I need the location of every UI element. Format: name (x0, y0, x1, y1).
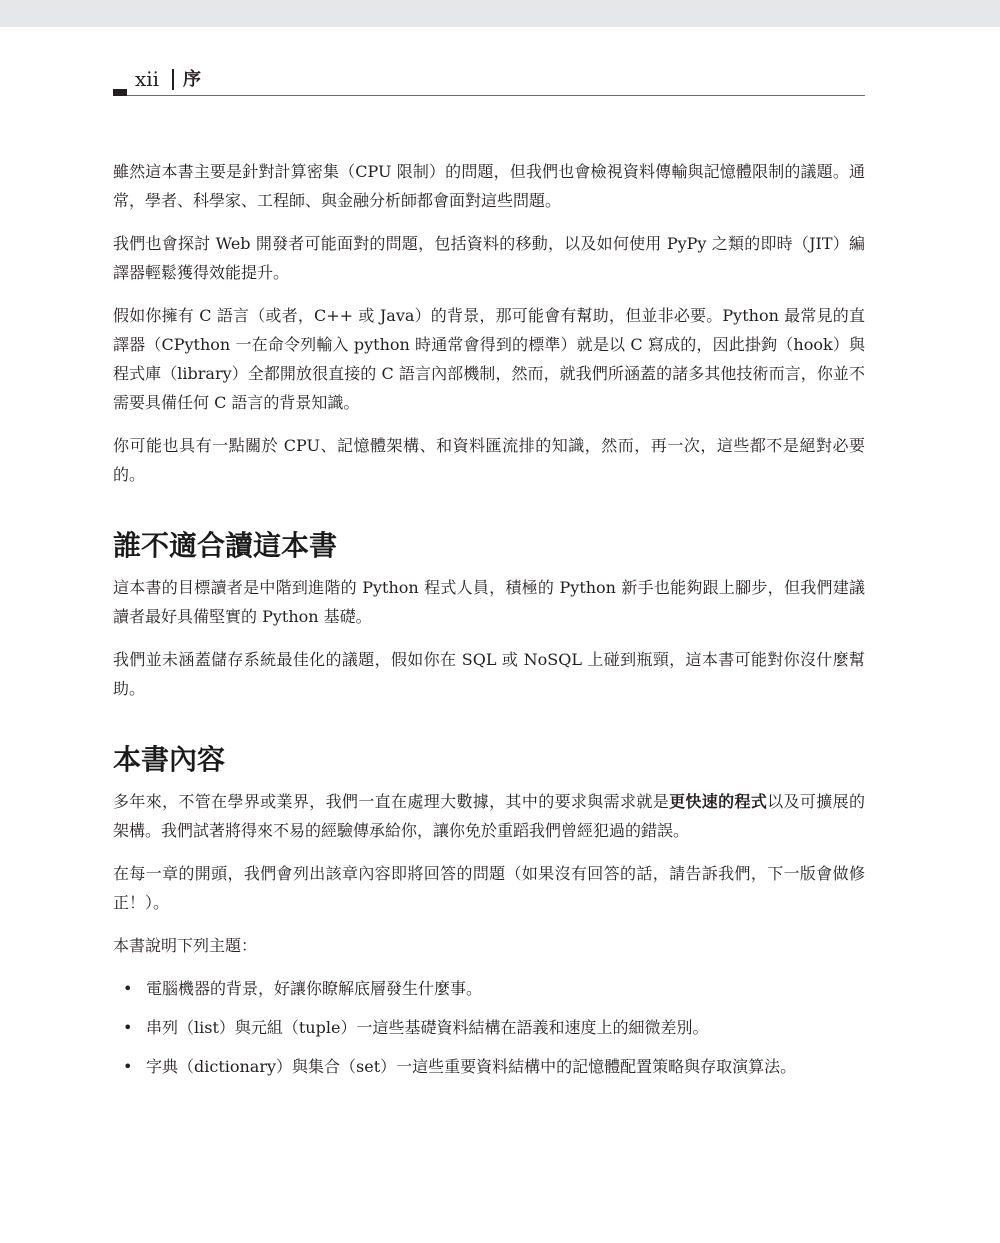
paragraph (113, 787, 865, 845)
emphasis-text: 更快速的程式 (669, 792, 768, 811)
header-separator (172, 69, 174, 90)
paragraph: 這本書的目標讀者是中階到進階的 Python 程式人員，積極的 Python 新手也能夠跟上腳步，但我們建議讀者最好具備堅實的 Python 基礎。 (113, 578, 865, 626)
section-heading-not-for: 誰不適合讀這本書 (113, 529, 338, 562)
header-rule (127, 95, 865, 96)
paragraph: 雖然這本書主要是針對計算密集（CPU 限制）的問題，但我們也會檢視資料傳輸與記憶體限制的議題。通常，學者、科學家、工程師、與金融分析師都會面對這些問題。 (113, 162, 865, 210)
bullet-marker: • (123, 1018, 133, 1037)
header-marker (113, 89, 127, 96)
paragraph: 你可能也具有一點關於 CPU、記憶體架構、和資料匯流排的知識，然而，再一次，這些都不是絕對必要的。 (113, 436, 865, 484)
list-item-text: 串列（list）與元組（tuple）一這些基礎資料結構在語義和速度上的細微差別。 (146, 1018, 709, 1037)
page-number: xii (135, 67, 160, 91)
section-heading-contents: 本書內容 (113, 743, 226, 776)
paragraph-text: 多年來，不管在學界或業界，我們一直在處理大數據，其中的要求與需求就是 (113, 792, 670, 811)
page-body (113, 157, 865, 1091)
list-item (113, 1013, 865, 1042)
list-item-text: 字典（dictionary）與集合（set）一這些重要資料結構中的記憶體配置策略與存取演算法。 (146, 1057, 797, 1076)
paragraph: 本書說明下列主題： (113, 936, 258, 955)
bullet-marker: • (123, 1057, 133, 1076)
list-item-text: 電腦機器的背景，好讓你瞭解底層發生什麼事。 (146, 979, 483, 998)
paragraph: 我們也會探討 Web 開發者可能面對的問題，包括資料的移動，以及如何使用 PyPy 之類的即時（JIT）編譯器輕鬆獲得效能提升。 (113, 234, 865, 282)
topic-list (113, 974, 865, 1081)
paragraph: 在每一章的開頭，我們會列出該章內容即將回答的問題（如果沒有回答的話，請告訴我們，下一版會做修正！）。 (113, 864, 865, 912)
paragraph: 假如你擁有 C 語言（或者，C++ 或 Java）的背景，那可能會有幫助，但並非必要。Python 最常見的直譯器（CPython 一在命令列輸入 python 時通常會得到的標準）就是以 C 寫成的，因此掛鉤（hook）與程式庫（library）全都開放很直接的 C 語言內部機制，然而，就我們所涵蓋的諸多其他技術而言，你並不需要具備任何 C 語言的背景知識。 (113, 306, 865, 412)
list-item (113, 974, 865, 1003)
bullet-marker: • (123, 979, 133, 998)
chapter-title: 序 (183, 69, 201, 90)
top-band (0, 0, 1000, 27)
list-item (113, 1052, 865, 1081)
paragraph-text: 以及可擴展的架構。我們試著將得來不易的經驗傳承給你，讓你免於重蹈我們曾經犯過的錯誤。 (113, 792, 865, 840)
running-header (113, 66, 865, 98)
paragraph: 我們並未涵蓋儲存系統最佳化的議題，假如你在 SQL 或 NoSQL 上碰到瓶頸，這本書可能對你沒什麼幫助。 (113, 650, 865, 698)
